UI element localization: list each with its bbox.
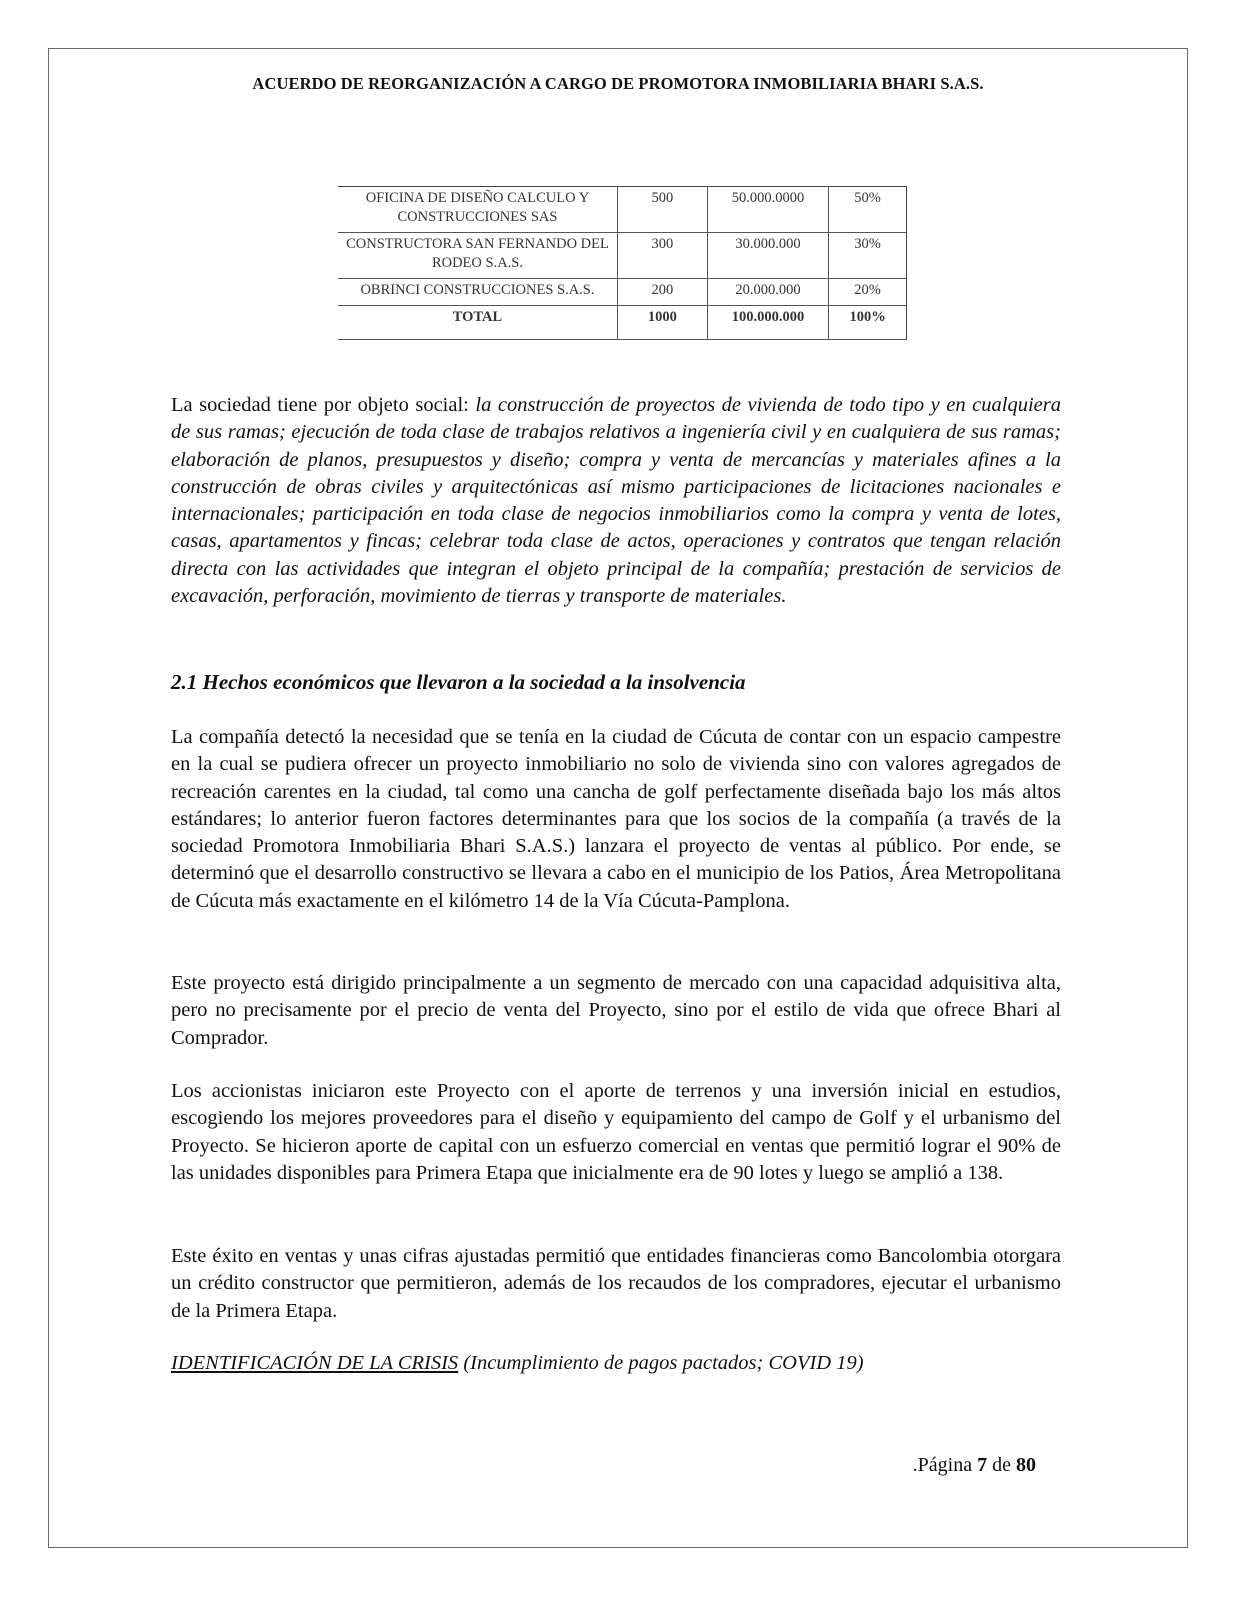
crisis-title: IDENTIFICACIÓN DE LA CRISIS bbox=[171, 1352, 459, 1374]
paragraph bbox=[171, 1243, 1061, 1325]
shares-value: 50.000.0000 bbox=[707, 187, 828, 233]
paragraph bbox=[171, 1078, 1061, 1187]
objeto-social-text: la construcción de proyectos de vivienda de todo tipo y en cualquiera de sus ramas; ejecución de toda clase de trabajos relativos a ingeniería civil y en cualquiera de sus ramas; elaboración de planos, presupuestos y diseño; compra y venta de mercancías y materiales afines a la construcción de obras civiles y arquitectónicas así mismo participaciones de licitaciones nacionales e internacionales; participación en toda clase de negocios inmobiliarios como la compra y venta de lotes, casas, apartamentos y fincas; celebrar toda clase de actos, operaciones y contratos que tengan relación directa con las actividades que integran el objeto principal de la compañía; prestación de servicios de excavación, perforación, movimiento de tierras y transporte de materiales. bbox=[171, 394, 1061, 608]
shares-count: 500 bbox=[617, 187, 707, 233]
table-row bbox=[338, 279, 907, 306]
objeto-social-paragraph bbox=[171, 392, 1061, 610]
table-total-row bbox=[338, 306, 907, 340]
shares-percent: 30% bbox=[829, 233, 907, 279]
paragraph-text: Este proyecto está dirigido principalmente a un segmento de mercado con una capacidad adquisitiva alta, pero no precisamente por el precio de venta del Proyecto, sino por el estilo de vida que ofrece Bhari al Comprador. bbox=[171, 972, 1061, 1049]
crisis-subheading bbox=[171, 1352, 864, 1375]
total-percent: 100% bbox=[829, 306, 907, 340]
page-number bbox=[913, 1454, 1036, 1477]
current-page: 7 bbox=[977, 1454, 988, 1476]
shareholder-name: OFICINA DE DISEÑO CALCULO Y CONSTRUCCIONES SAS bbox=[338, 187, 617, 233]
total-label: TOTAL bbox=[338, 306, 617, 340]
shares-percent: 20% bbox=[829, 279, 907, 306]
shareholder-name: CONSTRUCTORA SAN FERNANDO DEL RODEO S.A.S. bbox=[338, 233, 617, 279]
shares-percent: 50% bbox=[829, 187, 907, 233]
total-shares: 1000 bbox=[617, 306, 707, 340]
paragraph bbox=[171, 970, 1061, 1052]
crisis-subtitle: (Incumplimiento de pagos pactados; COVID 19) bbox=[458, 1352, 864, 1374]
shares-count: 200 bbox=[617, 279, 707, 306]
section-heading: 2.1 Hechos económicos que llevaron a la sociedad a la insolvencia bbox=[171, 670, 746, 694]
shares-count: 300 bbox=[617, 233, 707, 279]
shareholder-table bbox=[338, 186, 907, 340]
page-prefix: .Página bbox=[912, 1454, 978, 1476]
table-row bbox=[338, 187, 907, 233]
paragraph-text: Los accionistas iniciaron este Proyecto con el aporte de terrenos y una inversión inicial en estudios, escogiendo los mejores proveedores para el diseño y equipamiento del campo de Golf y el urbanismo del Proyecto. Se hicieron aporte de capital con un esfuerzo comercial en ventas que permitió lograr el 90% de las unidades disponibles para Primera Etapa que inicialmente era de 90 lotes y luego se amplió a 138. bbox=[171, 1080, 1061, 1184]
document-header: ACUERDO DE REORGANIZACIÓN A CARGO DE PROMOTORA INMOBILIARIA BHARI S.A.S. bbox=[252, 74, 984, 93]
shares-value: 20.000.000 bbox=[707, 279, 828, 306]
total-pages: 80 bbox=[1016, 1454, 1036, 1476]
shares-value: 30.000.000 bbox=[707, 233, 828, 279]
table-row bbox=[338, 233, 907, 279]
paragraph-text: La compañía detectó la necesidad que se tenía en la ciudad de Cúcuta de contar con un espacio campestre en la cual se pudiera ofrecer un proyecto inmobiliario no solo de vivienda sino con valores agregados de recreación carentes en la ciudad, tal como una cancha de golf perfectamente diseñada bajo los más altos estándares; lo anterior fueron factores determinantes para que los socios de la compañía (a través de la sociedad Promotora Inmobiliaria Bhari S.A.S.) lanzara el proyecto de ventas al público. Por ende, se determinó que el desarrollo constructivo se llevara a cabo en el municipio de los Patios, Área Metropolitana de Cúcuta más exactamente en el kilómetro 14 de la Vía Cúcuta-Pamplona. bbox=[171, 726, 1061, 912]
paragraph bbox=[171, 724, 1061, 915]
total-value: 100.000.000 bbox=[707, 306, 828, 340]
shareholder-name: OBRINCI CONSTRUCCIONES S.A.S. bbox=[338, 279, 617, 306]
page-separator: de bbox=[987, 1454, 1016, 1476]
paragraph-text: Este éxito en ventas y unas cifras ajustadas permitió que entidades financieras como Bancolombia otorgara un crédito constructor que permitieron, además de los recaudos de los compradores, ejecutar el urbanismo de la Primera Etapa. bbox=[171, 1245, 1061, 1322]
objeto-social-lead: La sociedad tiene por objeto social: bbox=[171, 394, 476, 416]
